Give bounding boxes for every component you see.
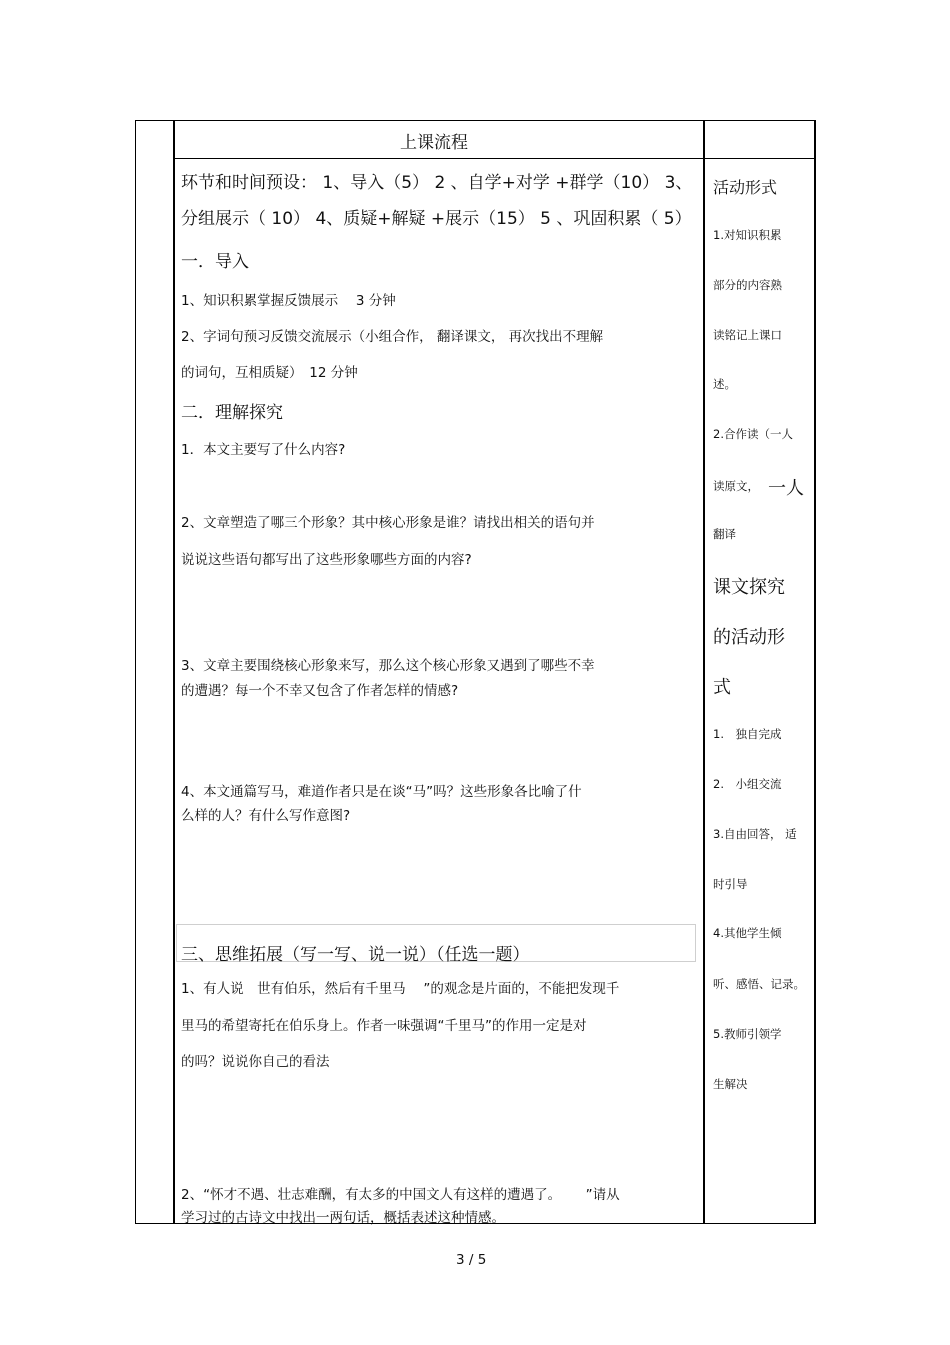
- section-2-question-3-line-1: 3、文章主要围绕核心形象来写，那么这个核心形象又遇到了哪些不幸: [181, 658, 595, 674]
- sidebar-line-b8: 生解决: [713, 1077, 748, 1091]
- table-left-border: [135, 120, 136, 1224]
- section-2-question-2-line-2: 说说这些语句都写出了这些形象哪些方面的内容?: [181, 552, 472, 568]
- section-3-question-1-line-2: 里马的希望寄托在伯乐身上。作者一味强调“千里马”的作用一定是对: [181, 1018, 587, 1034]
- sidebar-line-a3: 读铭记上课口: [713, 328, 782, 342]
- section-2-question-4-line-2: 么样的人？有什么写作意图?: [181, 808, 351, 824]
- sidebar-title-explore-a: 课文探究: [713, 577, 785, 598]
- sidebar-line-b5: 4.其他学生倾: [713, 926, 782, 940]
- sidebar-line-a7: 翻译: [713, 527, 736, 541]
- section-2-question-1: 1．本文主要写了什么内容?: [181, 442, 346, 458]
- section-1-item-1: 1、知识积累掌握反馈展示 3 分钟: [181, 293, 396, 309]
- table-header-title: 上课流程: [400, 133, 468, 153]
- sidebar-line-a4: 述。: [713, 377, 736, 391]
- table-header-divider: [173, 158, 816, 159]
- section-1-title: 一．导入: [181, 252, 249, 272]
- section-3-title: 三、思维拓展（写一写、说一说）（任选一题）: [181, 945, 530, 965]
- page-number: 3 / 5: [456, 1252, 487, 1268]
- section-3-question-1-line-1: 1、有人说 世有伯乐，然后有千里马 ”的观念是片面的，不能把发现千: [181, 981, 620, 997]
- sidebar-line-a1: 1.对知识积累: [713, 228, 782, 242]
- section-1-item-2-line-2: 的词句，互相质疑） 12 分钟: [181, 365, 358, 381]
- sidebar-line-b6: 听、感悟、记录。: [713, 977, 805, 991]
- section-3-question-2-line-2: 学习过的古诗文中找出一两句话，概括表述这种情感。: [181, 1210, 505, 1226]
- intro-line-1: 环节和时间预设： 1、导入（5） 2 、自学+对学 +群学（10） 3、: [181, 173, 693, 193]
- sidebar-line-a6a: 读原文，: [713, 479, 759, 493]
- intro-line-2: 分组展示（ 10） 4、质疑+解疑 +展示（15） 5 、巩固积累（ 5）: [181, 209, 692, 229]
- section-2-question-4-line-1: 4、本文通篇写马，难道作者只是在谈“马”吗？这些形象各比喻了什: [181, 784, 582, 800]
- section-2-question-3-line-2: 的遭遇？每一个不幸又包含了作者怎样的情感?: [181, 683, 459, 699]
- sidebar-line-b2: 2. 小组交流: [713, 777, 782, 791]
- section-2-title: 二．理解探究: [181, 403, 283, 423]
- section-2-question-2-line-1: 2、文章塑造了哪三个形象？其中核心形象是谁？请找出相关的语句并: [181, 515, 595, 531]
- sidebar-line-a2: 部分的内容熟: [713, 278, 782, 292]
- table-top-border: [135, 120, 816, 121]
- sidebar-title-explore-c: 式: [713, 677, 731, 698]
- table-column-divider-left: [173, 120, 175, 1224]
- table-right-border: [814, 120, 816, 1224]
- table-column-divider-right: [703, 120, 705, 1224]
- sidebar-title-activity-form: 活动形式: [713, 178, 778, 197]
- sidebar-line-b7: 5.教师引领学: [713, 1027, 782, 1041]
- sidebar-line-a6b: 一人: [768, 478, 804, 499]
- section-3-question-1-line-3: 的吗？说说你自己的看法: [181, 1054, 330, 1070]
- section-3-question-2-line-1: 2、“怀才不遇、壮志难酬，有太多的中国文人有这样的遭遇了。 ”请从: [181, 1187, 620, 1203]
- section-1-item-2-line-1: 2、字词句预习反馈交流展示（小组合作， 翻译课文， 再次找出不理解: [181, 329, 604, 345]
- sidebar-line-b1: 1. 独自完成: [713, 727, 782, 741]
- sidebar-title-explore-b: 的活动形: [713, 627, 785, 648]
- sidebar-line-b3: 3.自由回答， 适: [713, 827, 797, 841]
- sidebar-line-b4: 时引导: [713, 877, 748, 891]
- sidebar-line-a5: 2.合作读（一人: [713, 427, 793, 441]
